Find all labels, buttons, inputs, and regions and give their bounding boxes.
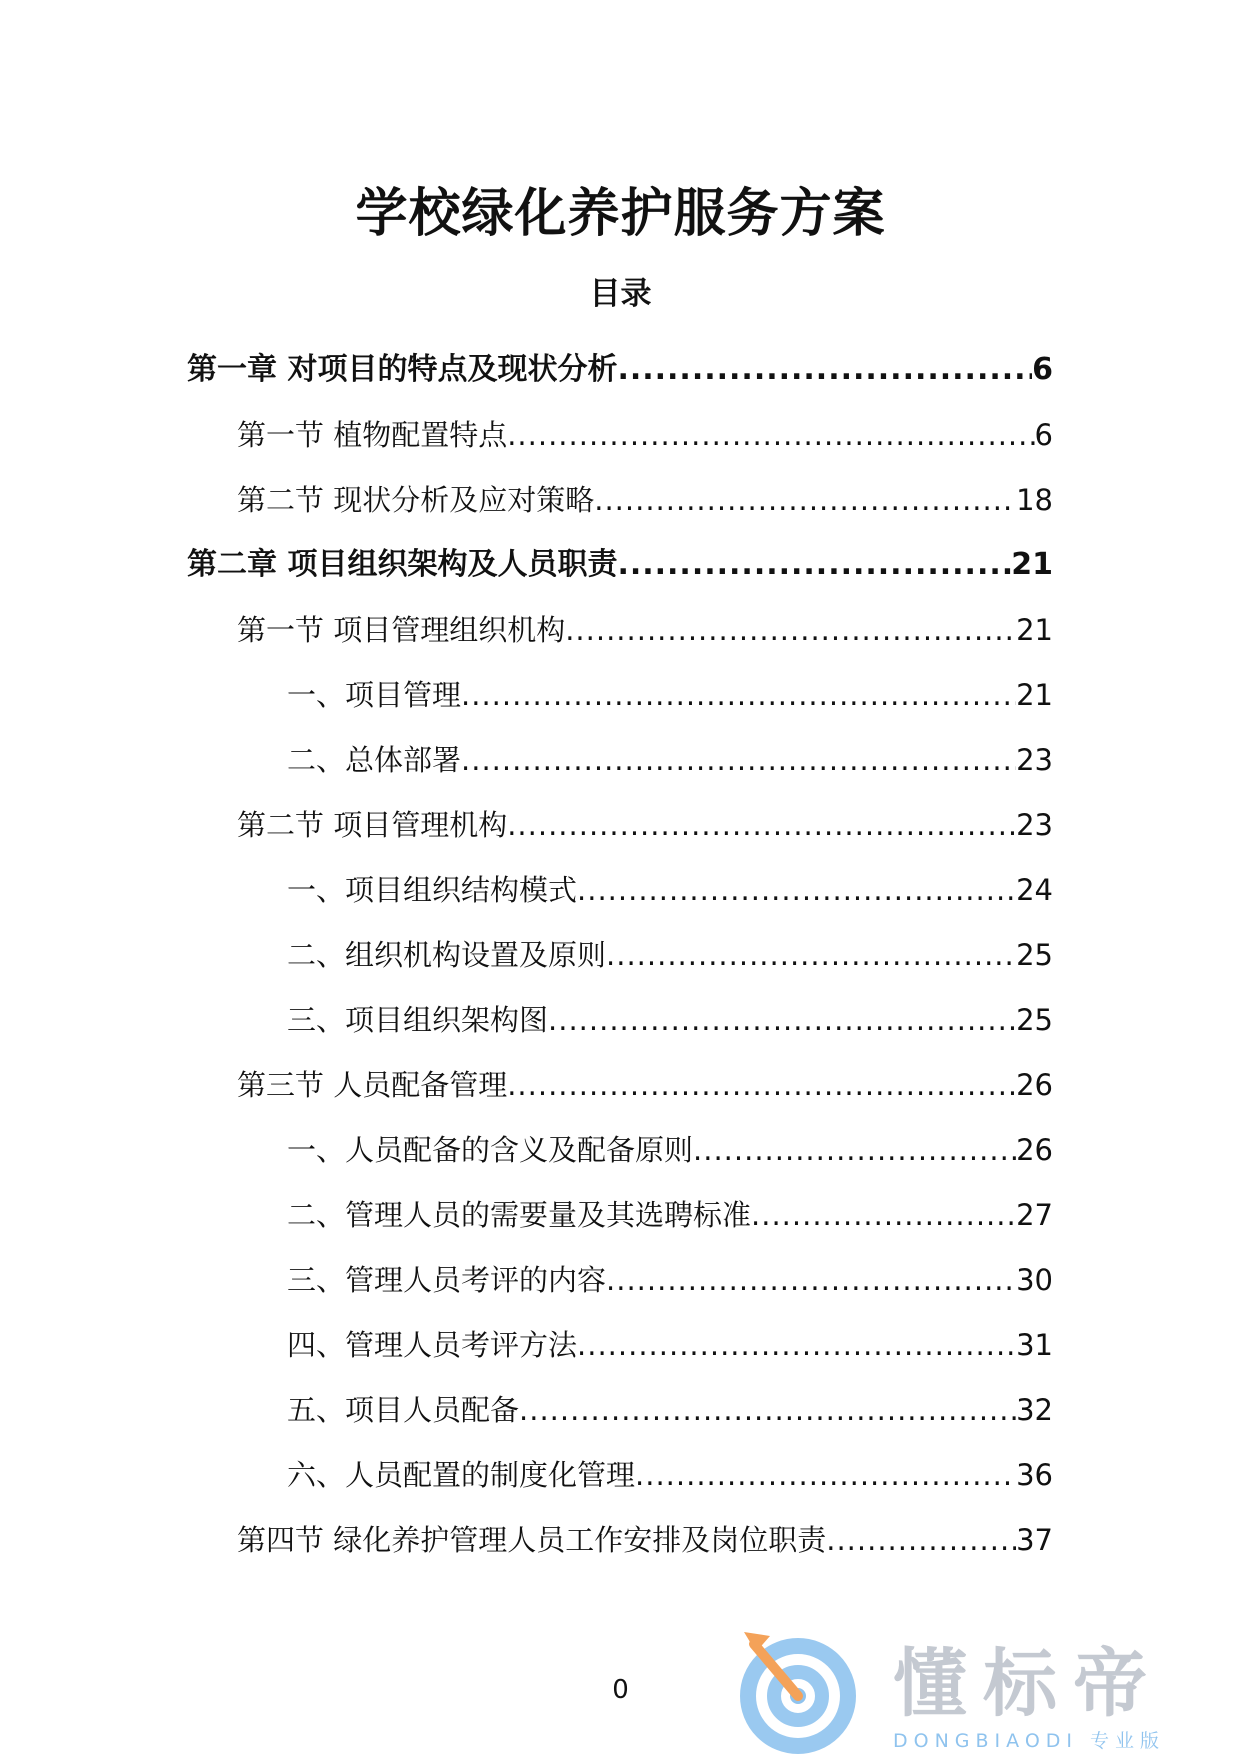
toc-entry-chapter-2[interactable] <box>0 532 1241 597</box>
toc-entry-section[interactable] <box>0 467 1241 532</box>
toc-entry-subsection[interactable] <box>0 1182 1241 1247</box>
target-arrow-icon <box>740 1622 870 1754</box>
dot-leader <box>826 1520 1016 1560</box>
watermark-subtitle: DONGBIAODI 专业版 <box>893 1730 1166 1752</box>
toc-entry-page: 6 <box>1032 351 1053 387</box>
toc-entry-page: 24 <box>1016 872 1053 907</box>
dot-leader <box>693 1130 1016 1170</box>
toc-entry-label: 二、管理人员的需要量及其选聘标准 <box>287 1197 752 1232</box>
document-title: 学校绿化养护服务方案 <box>355 184 886 244</box>
watermark <box>740 1622 1241 1754</box>
dot-leader <box>606 1260 1016 1300</box>
dot-leader <box>751 1195 1016 1235</box>
toc-entry-subsection[interactable] <box>0 1377 1241 1442</box>
watermark-brand-name: 懂标帝 <box>893 1641 1163 1727</box>
dot-leader <box>548 1000 1016 1040</box>
dot-leader <box>577 870 1016 910</box>
dot-leader <box>577 1325 1016 1365</box>
toc-entry-label: 第一节 植物配置特点 <box>237 417 508 452</box>
dot-leader <box>461 675 1016 715</box>
toc-entry-subsection[interactable] <box>0 1442 1241 1507</box>
toc-entry-page: 21 <box>1016 677 1053 712</box>
toc-entry-page: 37 <box>1016 1522 1053 1557</box>
page-number: 0 <box>612 1675 629 1705</box>
dot-leader <box>461 740 1016 780</box>
toc-entry-page: 31 <box>1016 1327 1053 1362</box>
toc-entry-subsection[interactable] <box>0 1117 1241 1182</box>
toc-entry-label: 二、组织机构设置及原则 <box>287 937 607 972</box>
toc-entry-page: 30 <box>1016 1262 1053 1297</box>
toc-entry-label: 第一节 项目管理组织机构 <box>237 612 566 647</box>
toc-entry-label: 第四节 绿化养护管理人员工作安排及岗位职责 <box>237 1522 827 1557</box>
dot-leader <box>594 480 1016 520</box>
toc-entry-page: 23 <box>1016 807 1053 842</box>
toc-entry-section[interactable] <box>0 402 1241 467</box>
toc-entry-subsection[interactable] <box>0 922 1241 987</box>
dot-leader <box>507 805 1016 845</box>
toc-entry-label: 一、人员配备的含义及配备原则 <box>287 1132 694 1167</box>
toc-entry-subsection[interactable] <box>0 727 1241 792</box>
toc-entry-label: 第二节 项目管理机构 <box>237 807 508 842</box>
toc-heading: 目录 <box>589 276 652 312</box>
toc-entry-page: 36 <box>1016 1457 1053 1492</box>
toc-entry-page: 23 <box>1016 742 1053 777</box>
dot-leader <box>617 545 1011 585</box>
toc-entry-section[interactable] <box>0 597 1241 662</box>
toc-entry-label: 第一章 对项目的特点及现状分析 <box>187 351 618 387</box>
toc-entry-label: 四、管理人员考评方法 <box>287 1327 578 1362</box>
toc-entry-label: 六、人员配置的制度化管理 <box>287 1457 636 1492</box>
dot-leader <box>507 415 1034 455</box>
dot-leader <box>507 1065 1016 1105</box>
toc-entry-subsection[interactable] <box>0 1247 1241 1312</box>
dot-leader <box>519 1390 1016 1430</box>
toc-entry-subsection[interactable] <box>0 857 1241 922</box>
toc-entry-section[interactable] <box>0 792 1241 857</box>
toc-entry-subsection[interactable] <box>0 1312 1241 1377</box>
toc-entry-page: 26 <box>1016 1067 1053 1102</box>
toc-entry-page: 21 <box>1016 612 1053 647</box>
dot-leader <box>606 935 1016 975</box>
toc-entry-label: 第二节 现状分析及应对策略 <box>237 482 595 517</box>
dot-leader <box>635 1455 1016 1495</box>
toc-entry-label: 五、项目人员配备 <box>287 1392 520 1427</box>
toc-entry-label: 一、项目管理 <box>287 677 462 712</box>
toc-entry-label: 一、项目组织结构模式 <box>287 872 578 907</box>
toc-entry-subsection[interactable] <box>0 662 1241 727</box>
toc-entry-label: 三、管理人员考评的内容 <box>287 1262 607 1297</box>
toc-entry-page: 21 <box>1011 546 1053 582</box>
toc-entry-page: 25 <box>1016 937 1053 972</box>
toc-entry-page: 25 <box>1016 1002 1053 1037</box>
dot-leader <box>617 350 1032 390</box>
toc-entry-section[interactable] <box>0 1507 1241 1572</box>
toc-entry-section[interactable] <box>0 1052 1241 1117</box>
table-of-contents <box>0 337 1241 1572</box>
toc-entry-chapter-1[interactable] <box>0 337 1241 402</box>
toc-entry-label: 二、总体部署 <box>287 742 462 777</box>
toc-entry-page: 26 <box>1016 1132 1053 1167</box>
toc-entry-label: 第三节 人员配备管理 <box>237 1067 508 1102</box>
toc-entry-label: 第二章 项目组织架构及人员职责 <box>187 546 618 582</box>
toc-entry-subsection[interactable] <box>0 987 1241 1052</box>
toc-entry-page: 18 <box>1016 482 1053 517</box>
toc-entry-page: 27 <box>1016 1197 1053 1232</box>
toc-entry-page: 32 <box>1016 1392 1053 1427</box>
toc-entry-label: 三、项目组织架构图 <box>287 1002 549 1037</box>
toc-entry-page: 6 <box>1034 417 1053 452</box>
dot-leader <box>565 610 1016 650</box>
